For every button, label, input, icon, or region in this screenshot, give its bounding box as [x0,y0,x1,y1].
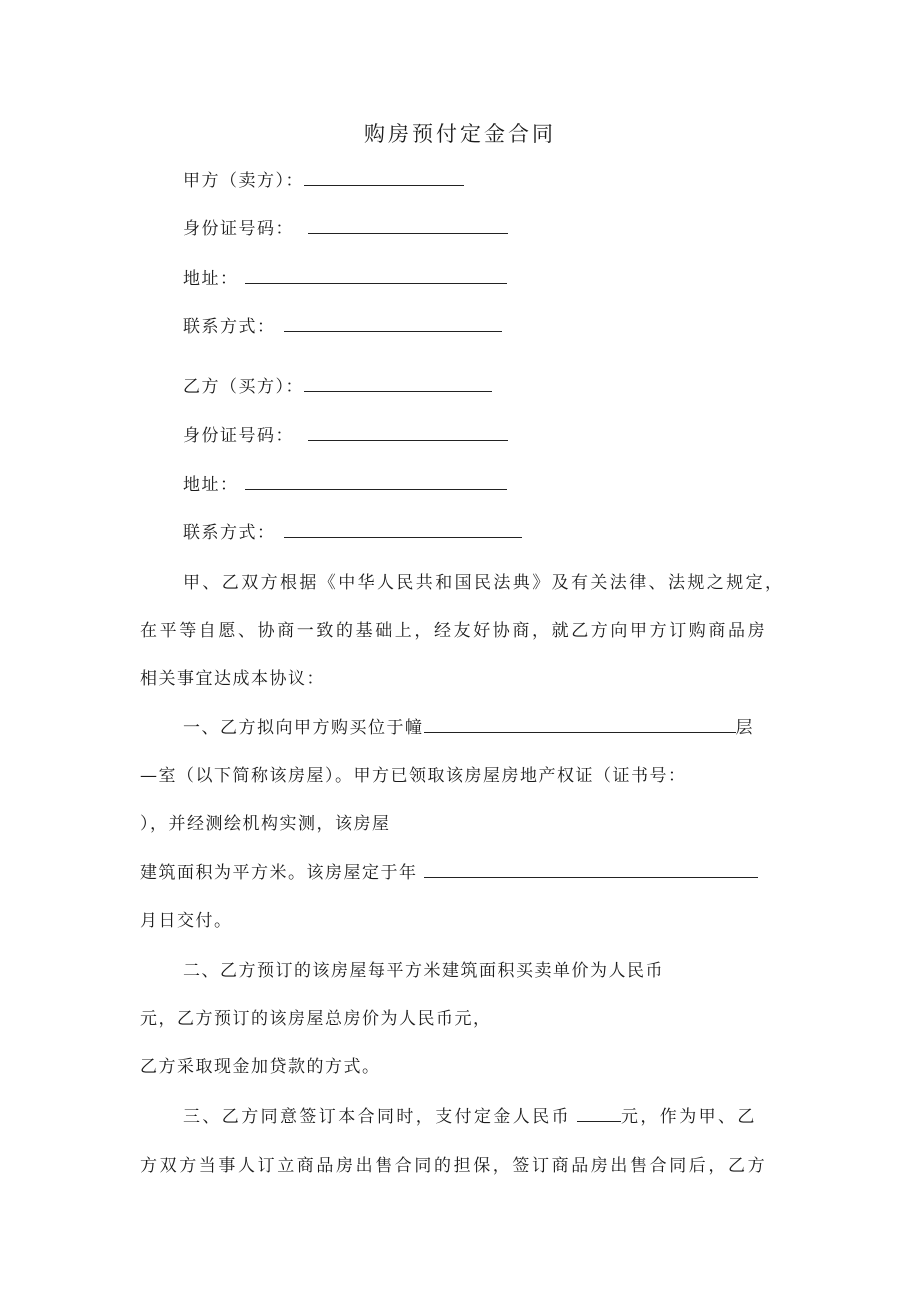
party-b-id-label: 身份证号码： [183,426,294,446]
party-a-id-label: 身份证号码： [183,219,294,239]
party-b-name-label: 乙方（买方）： [183,377,304,397]
party-a-name-row [183,170,464,192]
clause-1-date-blank[interactable] [424,862,758,878]
clause-2-line-1: 二、乙方预订的该房屋每平方米建筑面积买卖单价为人民币 [183,961,664,981]
party-a-contact-row [183,316,502,338]
clause-2-line-3: 乙方采取现金加贷款的方式。 [140,1057,381,1077]
party-b-id-blank[interactable] [308,425,508,441]
clause-3-line-1 [183,1106,757,1128]
party-a-contact-label: 联系方式： [183,317,276,337]
party-b-name-blank[interactable] [304,376,492,392]
clause-1-text-b: 层 [735,718,754,738]
party-a-address-blank[interactable] [245,268,507,284]
preamble-line-3: 相关事宜达成本协议： [140,669,325,689]
document-title: 购房预付定金合同 [364,122,556,146]
party-a-id-blank[interactable] [308,218,508,234]
party-b-address-label: 地址： [183,475,239,495]
clause-2-line-2: 元，乙方预订的该房屋总房价为人民币元， [140,1009,492,1029]
party-a-name-label: 甲方（卖方）： [183,171,304,191]
party-a-address-row [183,268,507,290]
clause-1-line-2: —室（以下简称该房屋）。甲方已领取该房屋房地产权证（证书号： [140,766,687,786]
party-a-contact-blank[interactable] [284,316,502,332]
party-b-address-row [183,474,507,496]
clause-1-area-text: 建筑面积为平方米。该房屋定于年 [140,863,418,883]
party-a-address-label: 地址： [183,269,239,289]
clause-1-text-a: 一、乙方拟向甲方购买位于幢 [183,718,424,738]
party-b-id-row [183,425,508,447]
clause-1-line-3: ），并经测绘机构实测，该房屋 [140,814,391,834]
party-b-contact-row [183,522,522,544]
clause-1-line-5: 月日交付。 [140,911,233,931]
clause-3-text-b: 元，作为甲、乙 [621,1107,757,1127]
party-a-name-blank[interactable] [304,170,464,186]
clause-1-line-4 [140,862,758,884]
clause-3-text-a: 三、乙方同意签订本合同时，支付定金人民币 [183,1107,571,1127]
clause-3-deposit-blank[interactable] [577,1106,621,1122]
clause-3-line-2: 方双方当事人订立商品房出售合同的担保，签订商品房出售合同后，乙方 [140,1156,768,1176]
party-b-address-blank[interactable] [245,474,507,490]
preamble-line-2: 在平等自愿、协商一致的基础上，经友好协商，就乙方向甲方订购商品房 [140,621,768,641]
preamble-line-1: 甲、乙双方根据《中华人民共和国民法典》及有关法律、法规之规定， [183,573,785,593]
clause-1-building-blank[interactable] [424,717,736,733]
party-b-name-row [183,376,492,398]
clause-1-line-1 [183,717,754,739]
party-b-contact-blank[interactable] [284,522,522,538]
party-a-id-row [183,218,508,240]
party-b-contact-label: 联系方式： [183,523,276,543]
